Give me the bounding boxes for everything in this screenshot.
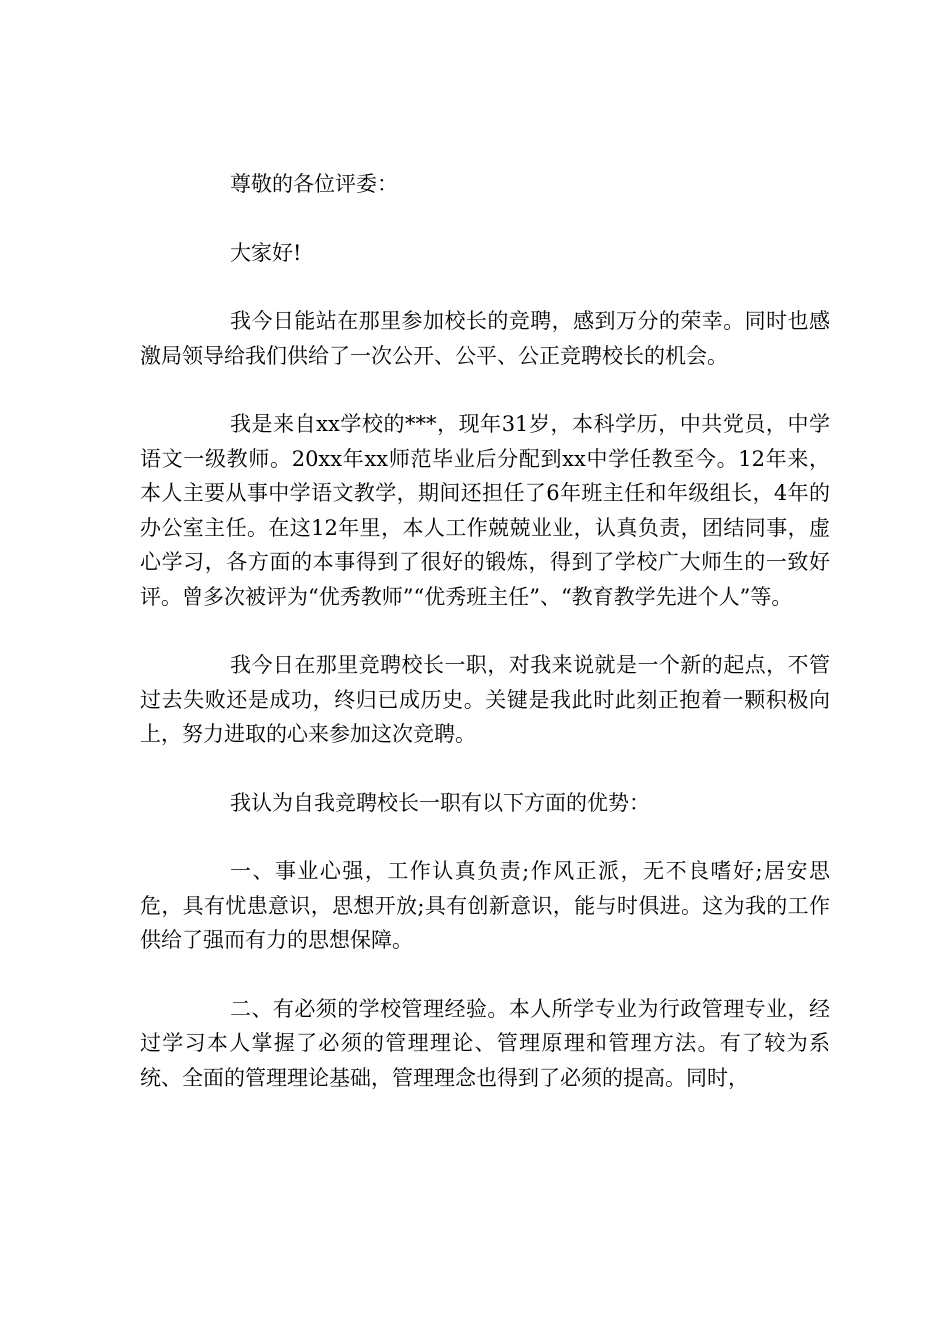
paragraph-introduction: 我是来自xx学校的***，现年31岁，本科学历，中共党员，中学语文一级教师。20xx年xx师范毕业后分配到xx中学任教至今。12年来，本人主要从事中学语文教学，期间还担任了6年班主任和年级组长，4年的办公室主任。在这12年里，本人工作兢兢业业，认真负责，团结同事，虚心学习，各方面的本事得到了很好的锻炼，得到了学校广大师生的一致好评。曾多次被评为“优秀教师”“优秀班主任”、“教育教学先进个人”等。 (140, 412, 830, 609)
paragraph-new-start: 我今日在那里竞聘校长一职，对我来说就是一个新的起点，不管过去失败还是成功，终归已成历史。关键是我此时此刻正抱着一颗积极向上，努力进取的心来参加这次竞聘。 (140, 653, 830, 746)
paragraph-advantage-one: 一、事业心强，工作认真负责;作风正派，无不良嗜好;居安思危，具有忧患意识，思想开放;具有创新意识，能与时俱进。这为我的工作供给了强而有力的思想保障。 (140, 859, 830, 952)
salutation: 尊敬的各位评委： (230, 172, 398, 196)
paragraph-advantage-two: 二、有必须的学校管理经验。本人所学专业为行政管理专业，经过学习本人掌握了必须的管理理论、管理原理和管理方法。有了较为系统、全面的管理理论基础，管理理念也得到了必须的提高。同时， (140, 996, 830, 1090)
paragraph-advantages-intro: 我认为自我竞聘校长一职有以下方面的优势： (230, 790, 650, 815)
greeting: 大家好! (230, 240, 302, 265)
document-body (140, 167, 830, 1129)
paragraph-opening: 我今日能站在那里参加校长的竞聘，感到万分的荣幸。同时也感激局领导给我们供给了一次公开、公平、公正竞聘校长的机会。 (140, 309, 830, 368)
